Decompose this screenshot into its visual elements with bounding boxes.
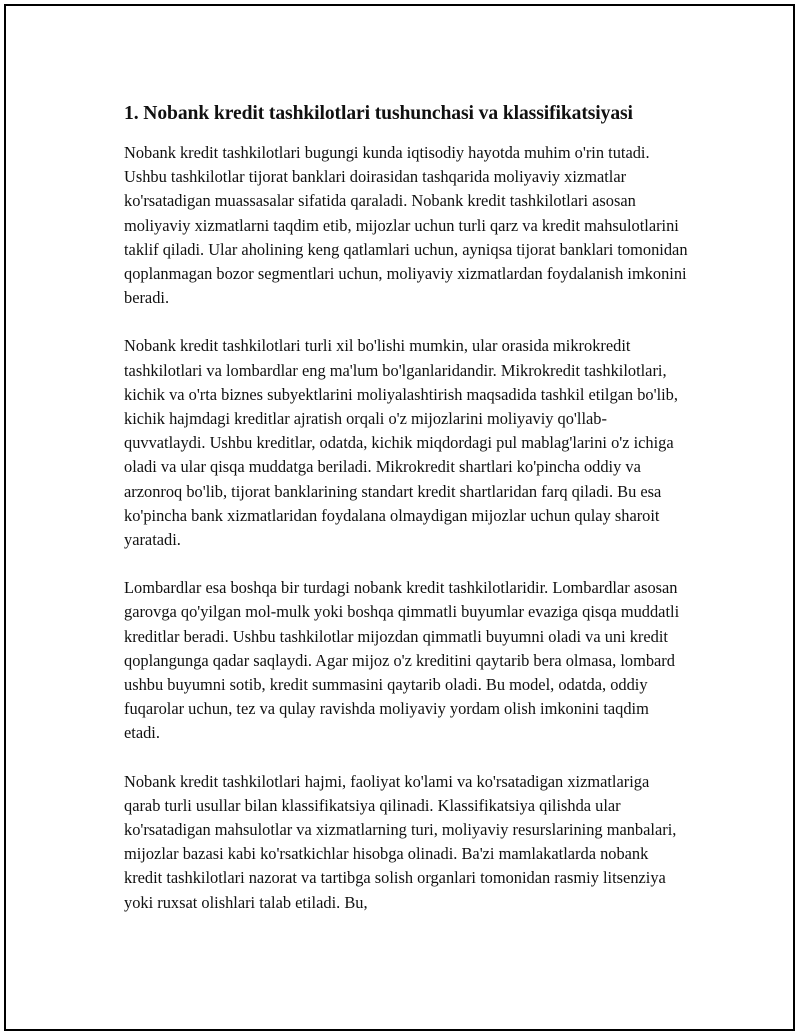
paragraph-4: Nobank kredit tashkilotlari hajmi, faoliyat ko'lami va ko'rsatadigan xizmatlariga qarab turli usullar bilan klassifikatsiya qilinadi. Klassifikatsiya qilishda ular ko'rsatadigan mahsulotlar va xizmatlarning turi, moliyaviy resurslarining manbalari, mijozlar bazasi kabi ko'rsatkichlar hisobga olinadi. Ba'zi mamlakatlarda nobank kredit tashkilotlari nazorat va tartibga solish organlari tomonidan rasmiy litsenziya yoki ruxsat olishlari talab etiladi. Bu, xyxy=(124,771,677,912)
paragraph-2: Nobank kredit tashkilotlari turli xil bo'lishi mumkin, ular orasida mikrokredit tashkilotlari va lombardlar eng ma'lum bo'lganlaridandir. Mikrokredit tashkilotlari, kichik va o'rta biznes subyektlarini moliyalashtirish maqsadida tashkil etilgan bo'lib, kichik hajmdagi kreditlar ajratish orqali o'z mijozlarini moliyaviy qo'llab-quvvatlaydi. Ushbu kreditlar, odatda, kichik miqdordagi pul mablag'larini o'z ichiga oladi va ular qisqa muddatga beriladi. Mikrokredit shartlari ko'pincha oddiy va arzonroq bo'lib, tijorat banklarining standart kredit shartlaridan farq qiladi. Bu esa ko'pincha bank xizmatlaridan foydalana olmaydigan mijozlar uchun qulay sharoit yaratadi. xyxy=(124,336,678,550)
page-frame xyxy=(4,4,795,1031)
paragraph-3: Lombardlar esa boshqa bir turdagi nobank kredit tashkilotlaridir. Lombardlar asosan garovga qo'yilgan mol-mulk yoki boshqa qimmatli buyumlar evaziga qisqa muddatli kreditlar beradi. Ushbu tashkilotlar mijozdan qimmatli buyumni oladi va uni kredit qoplangunga qadar saqlaydi. Agar mijoz o'z kreditini qaytarib bera olmasa, lombard ushbu buyumni sotib, kredit summasini qaytarib oladi. Bu model, odatda, oddiy fuqarolar uchun, tez va qulay ravishda moliyaviy yordam olish imkonini taqdim etadi. xyxy=(124,578,680,743)
page-title: 1. Nobank kredit tashkilotlari tushunchasi va klassifikatsiyasi xyxy=(124,103,633,124)
paragraph-1: Nobank kredit tashkilotlari bugungi kunda iqtisodiy hayotda muhim o'rin tutadi. Ushbu tashkilotlar tijorat banklari doirasidan tashqarida moliyaviy xizmatlar ko'rsatadigan muassasalar sifatida qaraladi. Nobank kredit tashkilotlari asosan moliyaviy xizmatlarni taqdim etib, mijozlar uchun turli qarz va kredit mahsulotlarini taklif qiladi. Ular aholining keng qatlamlari uchun, ayniqsa tijorat banklari tomonidan qoplanmagan bozor segmentlari uchun, moliyaviy xizmatlardan foydalanish imkonini beradi. xyxy=(124,143,688,308)
document-body xyxy=(124,100,688,939)
